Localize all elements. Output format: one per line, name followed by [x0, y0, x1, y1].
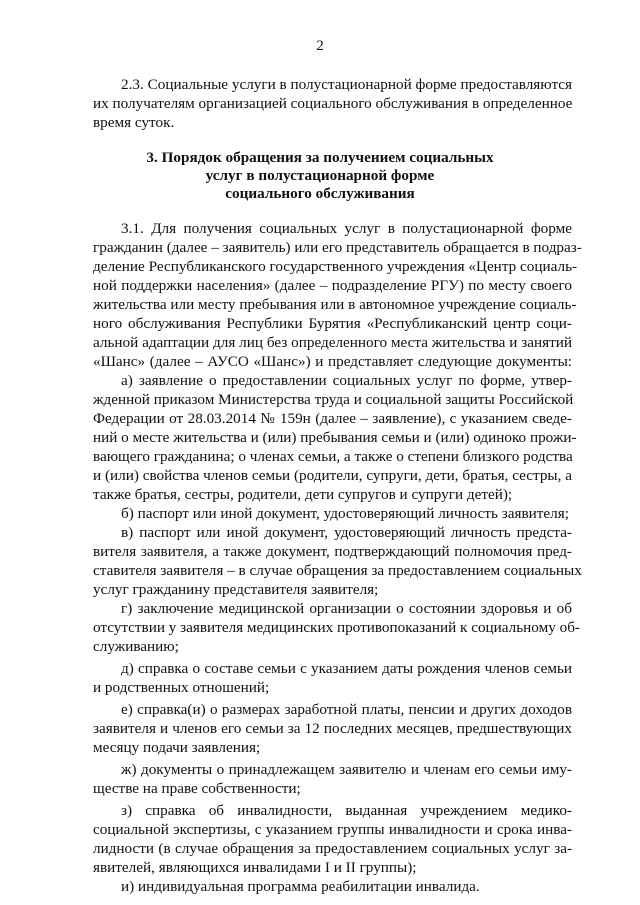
- item-a-line: жденной приказом Министерства труда и социальной защиты Российской: [93, 391, 574, 408]
- paragraph-3-1-line: 3.1. Для получения социальных услуг в полустационарной форме: [121, 220, 572, 237]
- item-a-line: вающего гражданина; о членах семьи, а также о степени близкого родства: [93, 448, 573, 465]
- paragraph-3-1-line: деление Республиканского государственного учреждения «Центр социаль-: [93, 258, 578, 275]
- item-d-line: д) справка о составе семьи с указанием даты рождения членов семьи: [121, 660, 572, 677]
- item-z-line: з) справка об инвалидности, выданная учреждением медико-: [121, 802, 572, 819]
- paragraph-3-1-line: альной адаптации для лиц без определенного места жительства и занятий: [93, 334, 572, 351]
- item-v-line: услуг гражданину представителя заявителя;: [93, 581, 379, 598]
- section-heading-line: услуг в полустационарной форме: [205, 167, 435, 184]
- item-b-line: б) паспорт или иной документ, удостоверяющий личность заявителя;: [121, 505, 569, 522]
- paragraph-2-3-line: их получателям организацией социального обслуживания в определенное: [93, 95, 573, 112]
- item-z-line: лидности (в случае обращения за предоставлением социальных услуг за-: [93, 840, 572, 857]
- paragraph-3-1-line: «Шанс» (далее – АУСО «Шанс») и представляет следующие документы:: [93, 353, 572, 370]
- item-v-line: ставителя заявителя – в случае обращения за предоставлением социальных: [93, 562, 582, 579]
- item-zh-line: ществе на праве собственности;: [93, 780, 301, 797]
- paragraph-2-3-line: время суток.: [93, 114, 175, 131]
- item-e-line: заявителя и членов его семьи за 12 последних месяцев, предшествующих: [93, 720, 572, 737]
- item-z-line: социальной экспертизы, с указанием группы инвалидности и срока инва-: [93, 821, 572, 838]
- item-a-line: также братья, сестры, родители, дети супругов и супруги детей);: [93, 486, 513, 503]
- page-number: 2: [316, 38, 324, 54]
- item-d-line: и родственных отношений;: [93, 679, 270, 696]
- paragraph-3-1-line: ной поддержки населения» (далее – подразделение РГУ) по месту своего: [93, 277, 572, 294]
- item-a-line: и (или) свойства членов семьи (родители, супруги, дети, братья, сестры, а: [93, 467, 572, 484]
- item-zh-line: ж) документы о принадлежащем заявителю и членам его семьи иму-: [121, 761, 572, 778]
- item-g-line: отсутствии у заявителя медицинских противопоказаний к социальному об-: [93, 619, 580, 636]
- paragraph-3-1-line: жительства или месту пребывания или в автономное учреждение социаль-: [93, 296, 577, 313]
- item-v-line: вителя заявителя, а также документ, подтверждающий полномочия пред-: [93, 543, 572, 560]
- item-e-line: е) справка(и) о размерах заработной платы, пенсии и других доходов: [121, 701, 572, 718]
- paragraph-2-3-line: 2.3. Социальные услуги в полустационарной форме предоставляются: [121, 76, 572, 93]
- paragraph-3-1-line: ного обслуживания Республики Бурятия «Республиканский центр соци-: [93, 315, 572, 332]
- paragraph-3-1-line: гражданин (далее – заявитель) или его представитель обращается в подраз-: [93, 239, 582, 256]
- item-g-line: служиванию;: [93, 638, 179, 655]
- item-a-line: Федерации от 28.03.2014 № 159н (далее – заявление), с указанием сведе-: [93, 410, 572, 427]
- item-z-line: явителей, являющихся инвалидами I и II группы);: [93, 859, 417, 876]
- item-i-line: и) индивидуальная программа реабилитации инвалида.: [121, 878, 480, 895]
- item-a-line: а) заявление о предоставлении социальных услуг по форме, утвер-: [121, 372, 572, 389]
- item-g-line: г) заключение медицинской организации о состоянии здоровья и об: [121, 600, 572, 617]
- item-e-line: месяцу подачи заявления;: [93, 739, 261, 756]
- section-heading-line: 3. Порядок обращения за получением социальных: [146, 149, 494, 166]
- item-v-line: в) паспорт или иной документ, удостоверяющий личность предста-: [121, 524, 572, 541]
- section-heading-line: социального обслуживания: [225, 185, 415, 202]
- item-a-line: ний о месте жительства и (или) пребывания семьи и (или) одиноко прожи-: [93, 429, 577, 446]
